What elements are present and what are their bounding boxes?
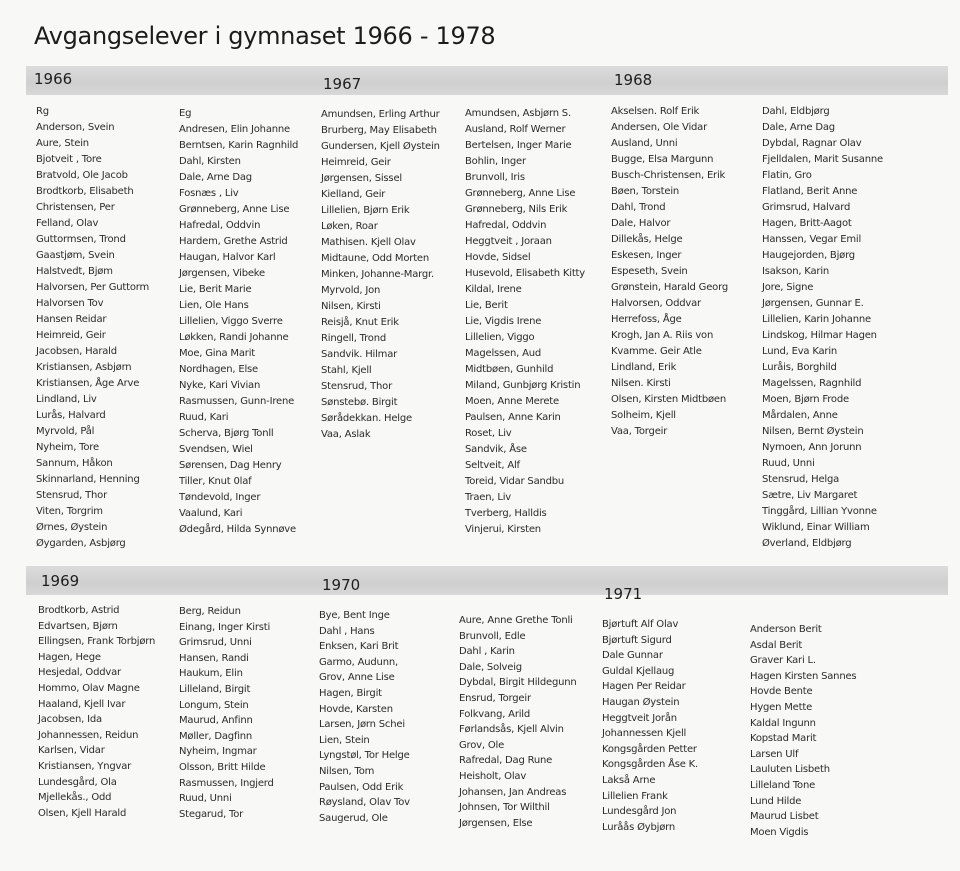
list-item: Paulsen, Odd Erik [319, 781, 404, 793]
year-heading-1969: 1969 [41, 572, 80, 590]
list-item: Jørgensen, Gunnar E. [762, 298, 864, 309]
list-item: Dahl , Hans [319, 625, 375, 637]
list-item: Gaastjøm, Svein [36, 250, 115, 261]
list-item: Hafredal, Oddvin [465, 220, 547, 231]
list-item: Heimreid, Geir [36, 330, 106, 341]
list-item: Einang, Inger Kirsti [179, 621, 271, 633]
list-item: Tiller, Knut 0laf [179, 476, 252, 487]
list-item: Espeseth, Svein [611, 266, 688, 277]
list-item: Nilsen, Bernt Øystein [762, 426, 864, 437]
list-item: Haaland, Kjell Ivar [38, 698, 126, 710]
list-item: Larsen, Jørn Schei [319, 719, 405, 731]
year-heading-1971: 1971 [604, 585, 643, 603]
list-item: Maurud, Anfinn [179, 715, 253, 727]
list-item: Lauluten Lisbeth [750, 764, 830, 776]
name-column-1971-b [750, 622, 856, 840]
list-item: Aure, Stein [36, 138, 89, 149]
list-item: Dybdal, Birgit Hildegunn [459, 677, 577, 689]
list-item: Mjellekås., Odd [38, 792, 112, 804]
list-item: Hanssen, Vegar Emil [762, 234, 862, 245]
list-item: Nyheim, Ingmar [179, 746, 257, 758]
list-item: Haugejorden, Bjørg [762, 250, 855, 261]
list-item: Bohlin, Inger [465, 156, 526, 167]
name-column-1966-rg [36, 104, 149, 552]
list-item: Øverland, Eldbjørg [762, 538, 852, 549]
list-item: Fjelldalen, Marit Susanne [762, 154, 883, 165]
list-item: Sannum, Håkon [36, 458, 113, 469]
list-item: Mathisen. Kjell Olav [321, 237, 416, 248]
list-item: Heimreid, Geir [321, 157, 391, 168]
list-item: Olsen, Kjell Harald [38, 807, 127, 819]
list-item: Isakson, Karin [762, 266, 830, 277]
list-item: Ruud, Unni [179, 793, 232, 805]
list-item: Rafredal, Dag Rune [459, 755, 553, 767]
list-item: Hafredal, Oddvin [179, 220, 261, 231]
name-column-1969-a [38, 603, 155, 821]
list-item: Lund, Eva Karin [762, 346, 838, 357]
list-item: Herrefoss, Åge [611, 314, 682, 325]
list-item: Brunvoll, Iris [465, 172, 525, 183]
list-item: Hardem, Grethe Astrid [179, 236, 288, 247]
list-item: Minken, Johanne-Margr. [321, 269, 435, 280]
list-item: Magelssen, Aud [465, 348, 542, 359]
list-item: Rg [36, 106, 49, 117]
list-item: Bjørtuft Sigurd [602, 634, 672, 646]
list-item: Sørensen, Dag Henry [179, 460, 282, 471]
list-item: Vaa, Torgeir [611, 426, 668, 437]
list-item: Øygarden, Asbjørg [36, 538, 126, 549]
list-item: Longum, Stein [179, 699, 249, 711]
list-item: Brodtkorb, Elisabeth [36, 186, 134, 197]
list-item: Lie, Vigdis Irene [465, 316, 542, 327]
list-item: Saugerud, Ole [319, 812, 388, 824]
list-item: Hovde, Karsten [319, 703, 393, 715]
list-item: Dillekås, Helge [611, 234, 683, 245]
list-item: Ellingsen, Frank Torbjørn [38, 636, 156, 648]
name-column-1966-eg [179, 106, 298, 538]
list-item: Kopstad Marit [750, 733, 817, 745]
list-item: Solheim, Kjell [611, 410, 676, 421]
list-item: Guttormsen, Trond [36, 234, 126, 245]
list-item: Lillelien, Bjørn Erik [321, 205, 410, 216]
list-item: Jore, Signe [762, 282, 814, 293]
list-item: Olsen, Kirsten Midtbøen [611, 394, 726, 405]
list-item: Sætre, Liv Margaret [762, 490, 858, 501]
list-item: Moen, Anne Merete [465, 396, 559, 407]
list-item: Løkken, Randi Johanne [179, 332, 289, 343]
list-item: Nyke, Kari Vivian [179, 380, 261, 391]
list-item: Dale, Solveig [459, 661, 522, 673]
list-item: Akselsen. Rolf Erik [611, 106, 700, 117]
list-item: Hovde Bente [750, 686, 813, 698]
list-item: Amundsen, Erling Arthur [321, 109, 440, 120]
name-column-1968-b [762, 104, 883, 552]
list-item: Luråis, Borghild [762, 362, 837, 373]
list-item: Hagen, Britt-Aagot [762, 218, 852, 229]
year-heading-1966: 1966 [34, 70, 73, 88]
list-item: Grønneberg, Anne Lise [465, 188, 576, 199]
list-item: Graver Kari L. [750, 655, 816, 667]
list-item: Dale Gunnar [602, 650, 663, 662]
list-item: Scherva, Bjørg Tonll [179, 428, 274, 439]
year-band-bottom [26, 566, 948, 595]
list-item: Wiklund, Einar William [762, 522, 870, 533]
list-item: Hygen Mette [750, 701, 813, 713]
list-item: Folkvang, Arild [459, 708, 531, 720]
list-item: Tøndevold, Inger [179, 492, 261, 503]
list-item: Dale, Arne Dag [762, 122, 835, 133]
list-item: Johannessen Kjell [602, 728, 687, 740]
list-item: Jørgensen, Sissel [321, 173, 402, 184]
list-item: Johansen, Jan Andreas [459, 786, 567, 798]
page-title: Avgangselever i gymnaset 1966 - 1978 [34, 22, 496, 50]
list-item: Flatin, Gro [762, 170, 812, 181]
list-item: Amundsen, Asbjørn S. [465, 108, 571, 119]
list-item: Lilleland, Birgit [179, 683, 251, 695]
list-item: Heggtveit , Joraan [465, 236, 552, 247]
list-item: Andresen, Elin Johanne [179, 124, 290, 135]
list-item: Stensrud, Thor [321, 381, 392, 392]
list-item: Aure, Anne Grethe Tonli [459, 615, 573, 626]
list-item: Grov, Anne Lise [319, 672, 395, 684]
list-item: Heisholt, Olav [459, 770, 527, 782]
list-item: Haugan Øystein [602, 696, 680, 708]
list-item: Lund Hilde [750, 795, 802, 807]
list-item: Edvartsen, Bjørn [38, 620, 118, 632]
list-item: Karlsen, Vidar [38, 745, 105, 757]
list-item: Lindland, Erik [611, 362, 677, 373]
list-item: Stensrud, Helga [762, 474, 840, 485]
list-item: Fosnæs , Liv [179, 188, 239, 199]
list-item: Hommo, Olav Magne [38, 682, 140, 694]
list-item: Reisjå, Knut Erik [321, 317, 399, 328]
list-item: Tverberg, Halldis [465, 508, 547, 519]
list-item: Sørådekkan. Helge [321, 413, 412, 424]
list-item: Lindland, Liv [36, 394, 97, 405]
list-item: Nordhagen, Else [179, 364, 259, 375]
list-item: Grimsrud, Halvard [762, 202, 851, 213]
list-item: Berntsen, Karin Ragnhild [179, 140, 299, 151]
list-item: Garmo, Audunn, [319, 656, 398, 668]
list-item: Hansen Reidar [36, 314, 107, 325]
list-item: Lillelien, Viggo [465, 332, 535, 343]
list-item: Andersen, Ole Vidar [611, 122, 708, 133]
list-item: Bye, Bent Inge [319, 610, 390, 621]
list-item: Ørnes, Øystein [36, 522, 108, 533]
list-item: Miland, Gunbjørg Kristin [465, 380, 581, 391]
list-item: Anderson, Svein [36, 122, 115, 133]
list-item: Lien, Stein [319, 734, 370, 746]
list-item: Stahl, Kjell [321, 365, 372, 376]
list-item: Bjørtuft Alf Olav [602, 619, 679, 630]
list-item: Jacobsen, Ida [38, 714, 102, 726]
list-item: Lie, Berit [465, 300, 508, 311]
list-item: Hagen Per Reidar [602, 681, 686, 693]
list-item: Dahl , Karin [459, 646, 515, 658]
list-item: Skinnarland, Henning [36, 474, 140, 485]
list-item: Ensrud, Torgeir [459, 692, 531, 704]
list-item: Halvorsen, Oddvar [611, 298, 701, 309]
list-item: Haukum, Elin [179, 668, 243, 680]
list-item: Midtaune, Odd Morten [321, 253, 430, 264]
list-item: Myrvold, Jon [321, 285, 381, 296]
list-item: Sønstebø. Birgit [321, 397, 398, 408]
list-item: Lurås, Halvard [36, 410, 106, 421]
list-item: Kristiansen, Åge Arve [36, 378, 140, 389]
list-item: Grønstein, Harald Georg [611, 282, 728, 293]
list-item: Lilleland Tone [750, 779, 816, 791]
list-item: Asdal Berit [750, 639, 803, 651]
name-column-1967-a [321, 107, 440, 443]
list-item: Krogh, Jan A. Riis von [611, 330, 714, 341]
list-item: Ringell, Trond [321, 333, 387, 344]
list-item: Vaa, Aslak [321, 429, 371, 440]
list-item: Grønneberg, Nils Erik [465, 204, 568, 215]
list-item: Paulsen, Anne Karin [465, 412, 561, 423]
list-item: Nymoen, Ann Jorunn [762, 442, 862, 453]
list-item: Halvorsen Tov [36, 298, 104, 309]
list-item: Jacobsen, Harald [36, 346, 117, 357]
list-item: Viten, Torgrim [36, 506, 103, 517]
list-item: Olsson, Britt Hilde [179, 761, 266, 773]
year-heading-1970: 1970 [322, 576, 361, 594]
list-item: Lundesgård, Ola [38, 776, 117, 788]
list-item: Ausland, Rolf Werner [465, 124, 566, 135]
list-item: Christensen, Per [36, 202, 115, 213]
list-item: Eskesen, Inger [611, 250, 682, 261]
list-item: Rasmussen, Ingjerd [179, 777, 274, 789]
list-item: Bjotveit , Tore [36, 154, 102, 165]
list-item: Dale, Arne Dag [179, 172, 252, 183]
list-item: Gundersen, Kjell Øystein [321, 141, 440, 152]
list-item: Kongsgården Åse K. [602, 759, 699, 771]
list-item: Møller, Dagfinn [179, 730, 253, 742]
list-item: Sandvik, Åse [465, 444, 527, 455]
list-item: Lindskog, Hilmar Hagen [762, 330, 877, 341]
list-item: Myrvold, Pål [36, 426, 95, 437]
list-item: Rasmussen, Gunn-Irene [179, 396, 295, 407]
list-item: Maurud Lisbet [750, 811, 819, 823]
list-item: Moen Vigdis [750, 826, 809, 838]
list-item: Nilsen. Kirsti [611, 378, 671, 389]
list-item: Felland, Olav [36, 218, 99, 229]
name-column-1970-b [459, 613, 577, 831]
list-item: Bratvold, Ole Jacob [36, 170, 128, 181]
list-item: Johnsen, Tor Wilthil [459, 802, 550, 814]
name-column-1969-b [179, 604, 274, 822]
list-item: Kaldal Ingunn [750, 717, 816, 729]
list-item: Nilsen, Tom [319, 765, 375, 777]
list-item: Tinggård, Lillian Yvonne [762, 506, 877, 517]
list-item: Hansen, Randi [179, 652, 249, 664]
list-item: Hovde, Sidsel [465, 252, 531, 263]
list-item: Brurberg, May Elisabeth [321, 125, 437, 136]
list-item: Brunvoll, Edle [459, 630, 526, 642]
list-item: Hagen, Birgit [319, 687, 382, 699]
list-item: Lillelien, Karin Johanne [762, 314, 871, 325]
list-item: Bøen, Torstein [611, 186, 680, 197]
year-band-top [26, 66, 948, 95]
list-item: Svendsen, Wiel [179, 444, 253, 455]
list-item: Hagen, Hege [38, 651, 101, 663]
list-item: Bertelsen, Inger Marie [465, 140, 572, 151]
list-item: Jørgensen, Else [459, 817, 533, 829]
list-item: Jørgensen, Vibeke [179, 268, 265, 279]
list-item: Moen, Bjørn Frode [762, 394, 849, 405]
list-item: Dahl, Kirsten [179, 156, 241, 167]
list-item: Kielland, Geir [321, 189, 386, 200]
name-column-1971-a [602, 617, 698, 835]
list-item: Ruud, Kari [179, 412, 229, 423]
list-item: Lyngstøl, Tor Helge [319, 750, 410, 762]
list-item: Traen, Liv [465, 492, 511, 503]
list-item: Hagen Kirsten Sannes [750, 670, 857, 682]
list-item: Magelssen, Ragnhild [762, 378, 862, 389]
list-item: Stensrud, Thor [36, 490, 107, 501]
list-item: Roset, Liv [465, 428, 512, 439]
list-item: Busch-Christensen, Erik [611, 170, 726, 181]
name-column-1968-a [611, 104, 728, 440]
list-item: Heggtveit Jorån [602, 712, 677, 724]
list-item: Flatland, Berit Anne [762, 186, 858, 197]
list-item: Dybdal, Ragnar Olav [762, 138, 862, 149]
list-item: Lundesgård Jon [602, 806, 677, 818]
list-item: Kristiansen, Yngvar [38, 760, 132, 772]
list-item: Kongsgården Petter [602, 743, 697, 755]
name-column-1970-a [319, 608, 410, 826]
list-item: Anderson Berit [750, 624, 822, 635]
list-item: Guldal Kjellaug [602, 665, 675, 677]
list-item: Nilsen, Kirsti [321, 301, 381, 312]
list-item: Sandvik. Hilmar [321, 349, 398, 360]
list-item: Ødegård, Hilda Synnøve [179, 524, 296, 535]
list-item: Nyheim, Tore [36, 442, 99, 453]
list-item: Haugan, Halvor Karl [179, 252, 276, 263]
year-heading-1967: 1967 [323, 75, 362, 93]
list-item: Midtbøen, Gunhild [465, 364, 554, 375]
list-item: Berg, Reidun [179, 606, 241, 617]
list-item: Halvorsen, Per Guttorm [36, 282, 150, 293]
list-item: Ausland, Unni [611, 138, 678, 149]
list-item: Moe, Gina Marit [179, 348, 255, 359]
list-item: Stegarud, Tor [179, 808, 244, 820]
list-item: Grønneberg, Anne Lise [179, 204, 290, 215]
list-item: Lillelien Frank [602, 790, 668, 802]
list-item: Førlandsås, Kjell Alvin [459, 724, 564, 736]
list-item: Løken, Roar [321, 221, 378, 232]
list-item: Lakså Arne [602, 774, 656, 786]
list-item: Kildal, Irene [465, 284, 522, 295]
list-item: Grimsrud, Unni [179, 637, 252, 649]
list-item: Eg [179, 108, 192, 119]
list-item: Johannessen, Reidun [38, 729, 139, 741]
year-heading-1968: 1968 [614, 71, 653, 89]
list-item: Ruud, Unni [762, 458, 815, 469]
list-item: Enksen, Kari Brit [319, 641, 399, 653]
list-item: Lillelien, Viggo Sverre [179, 316, 283, 327]
list-item: Halstvedt, Bjøm [36, 266, 113, 277]
name-column-1967-b [465, 106, 585, 538]
list-item: Larsen Ulf [750, 748, 799, 760]
list-item: Dahl, Eldbjørg [762, 106, 830, 117]
list-item: Husevold, Elisabeth Kitty [465, 268, 585, 279]
list-item: Kristiansen, Asbjørn [36, 362, 132, 373]
list-item: Vaalund, Kari [179, 508, 243, 519]
list-item: Lie, Berit Marie [179, 284, 252, 295]
list-item: Luråås Øybjørn [602, 821, 675, 833]
list-item: Mårdalen, Anne [762, 410, 838, 421]
list-item: Grov, Ole [459, 739, 505, 751]
list-item: Vinjerui, Kirsten [465, 524, 541, 535]
list-item: Hesjedal, Oddvar [38, 667, 121, 679]
list-item: Dale, Halvor [611, 218, 671, 229]
list-item: Lien, Ole Hans [179, 300, 249, 311]
list-item: Brodtkorb, Astrid [38, 605, 120, 616]
list-item: Kvamme. Geir Atle [611, 346, 702, 357]
list-item: Toreid, Vidar Sandbu [465, 476, 565, 487]
list-item: Røysland, Olav Tov [319, 797, 410, 809]
list-item: Bugge, Elsa Margunn [611, 154, 714, 165]
list-item: Dahl, Trond [611, 202, 666, 213]
list-item: Seltveit, Alf [465, 460, 520, 471]
